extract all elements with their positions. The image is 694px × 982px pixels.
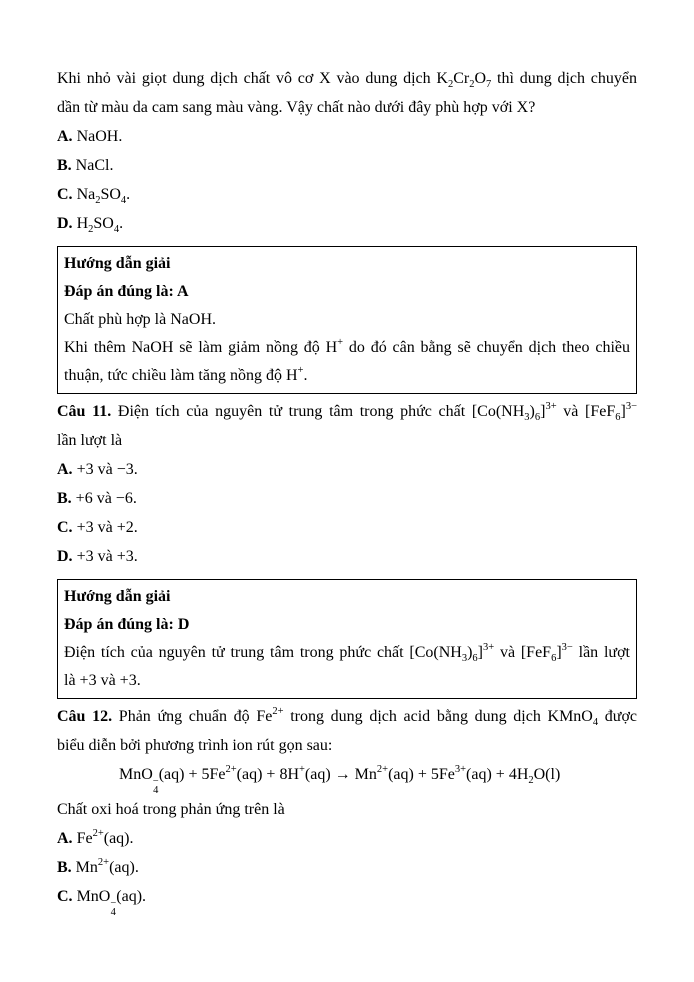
q12-question: Chất oxi hoá trong phản ứng trên là — [57, 801, 285, 818]
q12-option-c: C. MnO − 4 (aq). — [57, 888, 147, 918]
q10-stem-line-2: dần từ màu da cam sang màu vàng. Vậy chất nào dưới đây phù hợp với X? — [57, 99, 536, 116]
sol11-line-1: Điện tích của nguyên tử trung tâm trong phức chất $[Co(NH_3)_6]^{3+}$ và $[FeF_6]^{3-}$ lần lượt — [64, 642, 630, 664]
sol10-line-1: Chất phù hợp là NaOH. — [64, 311, 216, 328]
q11-option-a: A. +3 và −3. — [57, 461, 138, 478]
q10-option-c: C. $Na_2SO_4$. — [57, 186, 131, 206]
q11-option-d: D. +3 và +3. — [57, 548, 138, 565]
q11-stem-line-2: lần lượt là — [57, 432, 123, 449]
q11-stem-line-1: Câu 11. Điện tích của nguyên tử trung tâm trong phức chất $[Co(NH_3)_6]^{3+}$ và $[FeF_6]^{3-}$ — [57, 401, 638, 423]
solution-box-q10 — [57, 246, 637, 394]
sol10-answer: Đáp án đúng là: A — [64, 283, 189, 300]
q12-stem-line-2: biểu diễn bởi phương trình ion rút gọn sau: — [57, 737, 333, 754]
q12-option-a: A. $Fe^{2+}(aq)$. — [57, 828, 134, 847]
solution-box-q11 — [57, 579, 637, 699]
sol10-line-3: thuận, tức chiều làm tăng nồng độ H+. — [64, 365, 308, 384]
sol10-heading: Hướng dẫn giải — [64, 255, 171, 272]
q12-option-b: B. $Mn^{2+}(aq)$. — [57, 857, 139, 876]
q10-option-b: B. NaCl. — [57, 157, 114, 174]
q12-ionic-equation: MnO − 4 $(aq) + 5Fe^{2+}(aq) + 8H^+(aq) \to Mn^{2+}(aq) + 5Fe^{3+}(aq) + 4H_2O(l)$ — [119, 764, 561, 796]
q10-option-a: A. NaOH. — [57, 128, 123, 145]
q10-stem-line-1: Khi nhỏ vài giọt dung dịch chất vô cơ X vào dung dịch $K_2Cr_2O_7$ thì dung dịch chuyển — [57, 70, 637, 90]
q11-option-c: C. +3 và +2. — [57, 519, 138, 536]
q10-option-d: D. $H_2SO_4$. — [57, 215, 124, 235]
sol11-heading: Hướng dẫn giải — [64, 588, 171, 605]
q12-stem-line-1: Câu 12. Phản ứng chuẩn độ $Fe^{2+}$ trong dung dịch acid bằng dung dịch KMnO$_4$ được — [57, 706, 638, 728]
sol10-line-2: Khi thêm NaOH sẽ làm giảm nồng độ H+ do đó cân bằng sẽ chuyển dịch theo chiều — [64, 337, 631, 356]
sol11-line-2: là +3 và +3. — [64, 672, 141, 689]
q11-option-b: B. +6 và −6. — [57, 490, 137, 507]
sol11-answer: Đáp án đúng là: D — [64, 616, 190, 633]
